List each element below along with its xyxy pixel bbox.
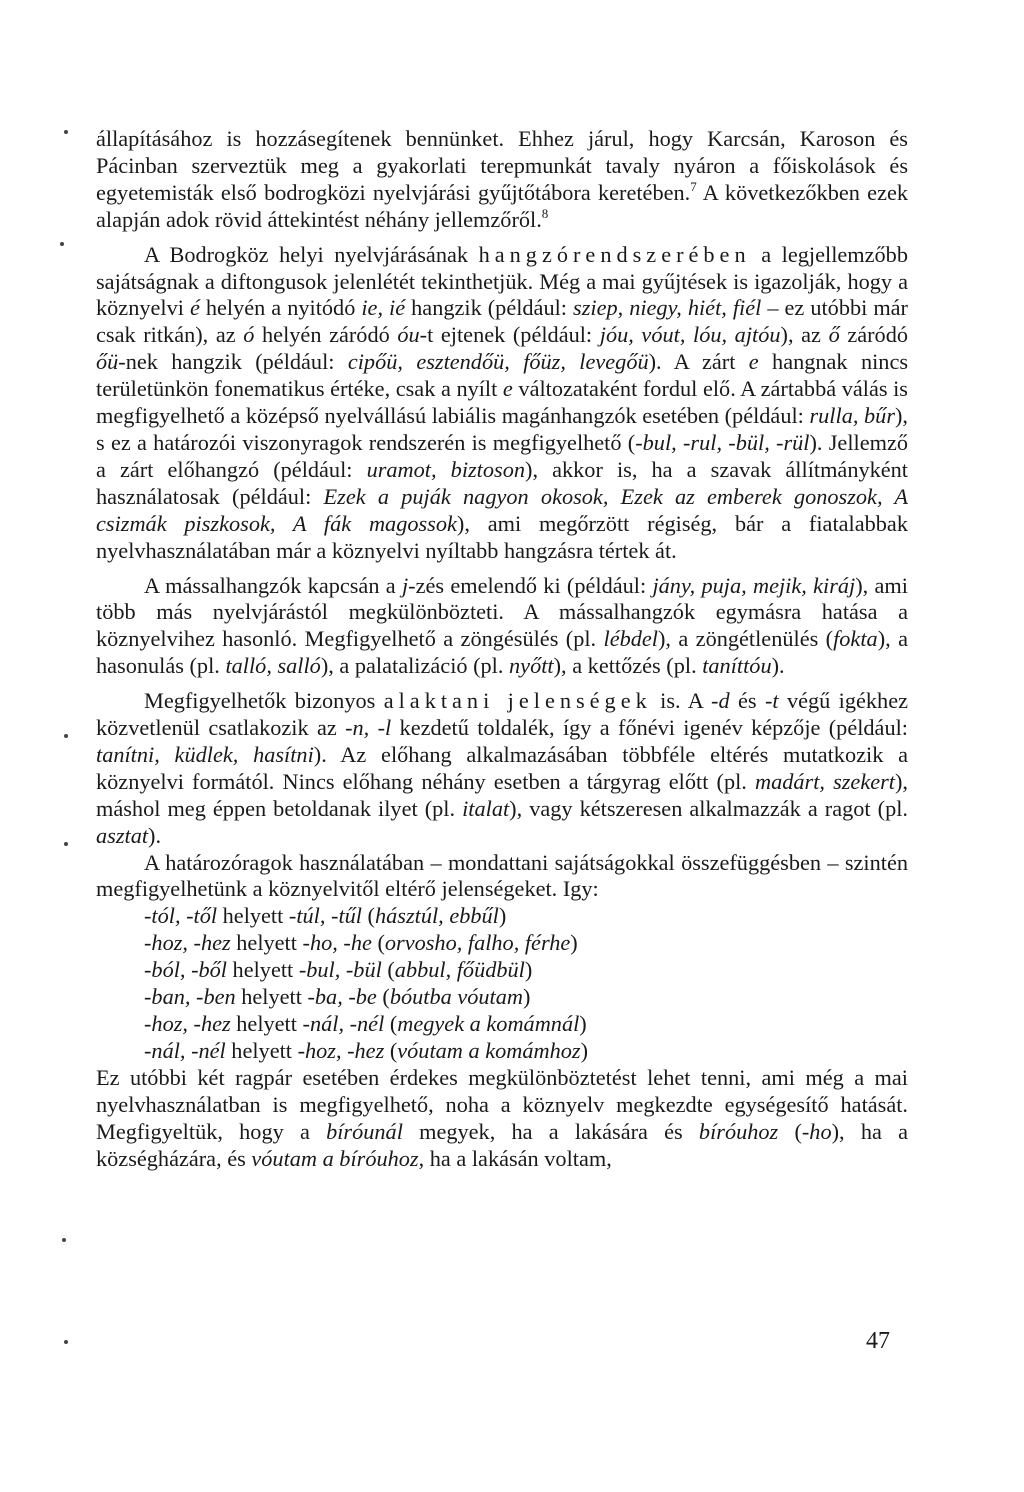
italic-term: Ezek a puják nagyon okosok, Ezek az emberek gonoszok, A csizmák piszkosok, A fák magossok bbox=[96, 483, 908, 536]
text-run: ) bbox=[522, 984, 531, 1010]
text-run: ), a zöngétlenülés ( bbox=[658, 626, 834, 652]
italic-term: vóutam a komámhoz bbox=[397, 1037, 581, 1063]
text-run: Megfigyelhetők bizonyos bbox=[144, 688, 384, 714]
text-run: ), a palatalizáció (pl. bbox=[320, 653, 510, 679]
italic-term: tanítni, küdlek, hasítni bbox=[96, 741, 314, 767]
suffix-list-item bbox=[96, 903, 908, 930]
text-run: ), vagy kétszeresen alkalmazzák a ragot (pl. bbox=[509, 795, 908, 821]
text-run: helyett bbox=[230, 930, 303, 956]
text-run: ), a hasonulás (pl. bbox=[96, 626, 908, 679]
text-run: a legjellemzőbb sajátságnak a diftongusok jelenlétét tekinthetjük. Még a mai gyűjtések is igazolják, hogy a köznyelvi bbox=[96, 241, 908, 321]
text-run: ( bbox=[361, 903, 375, 929]
paragraph-p5 bbox=[96, 850, 908, 904]
text-run: ( bbox=[381, 957, 395, 983]
text-run: ( bbox=[371, 930, 385, 956]
spaced-emphasis: hangzórendszerében bbox=[478, 241, 751, 267]
suffix-list-item bbox=[96, 930, 908, 957]
text-run: állapításához is hozzásegítenek bennünket. Ehhez járul, hogy Karcsán, Karoson és Pácinban szerveztük meg a gyakorlati terepmunkát tavaly nyáron a főiskolások és egyetemisták első bodrogközi nyelvjárási gyűjtőtábora keretében. bbox=[96, 126, 908, 205]
italic-term: -hoz, -hez bbox=[144, 1011, 231, 1036]
suffix-list-item bbox=[96, 1011, 908, 1038]
text-run: ) bbox=[570, 930, 578, 956]
italic-term: óu bbox=[397, 322, 420, 348]
italic-term: bóutba vóutam bbox=[389, 984, 523, 1010]
italic-term: -ból, -ből bbox=[144, 957, 227, 983]
paragraph-p2 bbox=[96, 242, 908, 565]
text-run: ), s ez a határozói viszonyragok rendszerén is megfigyelhető ( bbox=[96, 403, 908, 455]
text-run: -zés emelendő ki (például: bbox=[408, 572, 653, 598]
text-run: ), az bbox=[780, 322, 829, 348]
text-run: változataként fordul elő. A zártabbá válás is megfigyelhető a középső nyelvállású labiális magánhangzók esetében (például: bbox=[96, 376, 908, 429]
text-run: ( bbox=[778, 1118, 802, 1144]
italic-term: megyek a komámnál bbox=[397, 1011, 580, 1036]
text-run: A mássalhangzók kapcsán a bbox=[144, 572, 402, 598]
page-body bbox=[96, 126, 908, 1172]
text-run: A határozóragok használatában – mondattani sajátságokkal összefüggésben – szintén megfigyelhetünk a köznyelvitől eltérő jelenségeket. Igy: bbox=[96, 849, 908, 902]
italic-term: -bul, -bül bbox=[298, 957, 382, 983]
text-run: ) bbox=[498, 903, 507, 929]
text-run: helyett bbox=[235, 984, 308, 1010]
text-run: is. A bbox=[651, 688, 712, 714]
italic-term: -hoz, -hez bbox=[297, 1037, 385, 1063]
italic-term: -nál, -nél bbox=[144, 1037, 226, 1063]
suffix-list-item bbox=[96, 984, 908, 1011]
italic-term: orvosho, falho, férhe bbox=[384, 930, 571, 956]
text-run: végű igékhez közvetlenül csatlakozik az bbox=[96, 688, 909, 741]
margin-speck bbox=[64, 1340, 68, 1344]
italic-term: ó bbox=[243, 322, 255, 348]
italic-term: hásztúl, ebbűl bbox=[374, 903, 499, 929]
text-run: ). Jellemző a zárt előhangzó (például: bbox=[96, 429, 908, 482]
italic-term: ő bbox=[828, 322, 840, 348]
italic-term: nyőtt bbox=[509, 653, 554, 679]
italic-term: talló, salló bbox=[225, 653, 321, 679]
suffix-list-item bbox=[96, 957, 908, 984]
paragraph-p3 bbox=[96, 573, 908, 681]
italic-term: ie, ié bbox=[361, 295, 406, 321]
footnote-marker: 7 bbox=[690, 178, 697, 194]
italic-term: -tól, -től bbox=[144, 903, 218, 929]
text-run: ) bbox=[524, 957, 533, 983]
italic-term: őü bbox=[96, 349, 119, 375]
italic-term: sziep, niegy, hiét, fiél bbox=[573, 295, 762, 321]
italic-term: j bbox=[401, 572, 409, 598]
italic-term: -bul, -rul, -bül, -rül bbox=[635, 429, 810, 455]
italic-term: é bbox=[189, 295, 200, 321]
text-run: ), ami megőrzött régiség, bár a fiatalabbak nyelvhasználatában már a köznyelvi nyíltabb hangzásra tértek át. bbox=[96, 510, 908, 563]
italic-term: -t bbox=[764, 688, 779, 714]
text-run: -t ejtenek (például: bbox=[419, 322, 600, 348]
italic-term: taníttóu bbox=[702, 653, 772, 679]
page-number: 47 bbox=[866, 1328, 890, 1354]
italic-term: bíróuhoz bbox=[698, 1118, 779, 1144]
text-run: A következőkben ezek alapján adok rövid áttekintést néhány jellemzőről. bbox=[96, 179, 909, 232]
text-run: A Bodrogköz helyi nyelvjárásának bbox=[144, 241, 479, 267]
text-run: ), ami több más nyelvjárástól megkülönbözteti. A mássalhangzók egymásra hatása a köznyelvihez hasonló. Megfigyelhető a zöngésülés (pl. bbox=[96, 572, 908, 652]
suffix-list-item bbox=[96, 1038, 908, 1065]
italic-term: -ho bbox=[801, 1118, 832, 1144]
italic-term: asztat bbox=[96, 822, 149, 848]
italic-term: jány, puja, mejik, kiráj bbox=[652, 572, 856, 598]
italic-term: -ba, -be bbox=[307, 984, 377, 1010]
italic-term: fokta bbox=[833, 626, 878, 652]
italic-term: -nál, -nél bbox=[302, 1011, 385, 1036]
text-run: helyett bbox=[225, 1037, 298, 1063]
text-run: ( bbox=[384, 1037, 398, 1063]
text-run: ). bbox=[771, 653, 785, 679]
margin-speck bbox=[64, 130, 68, 134]
italic-term: bíróunál bbox=[326, 1118, 403, 1144]
footnote-marker: 8 bbox=[541, 205, 549, 221]
italic-term: -d bbox=[711, 688, 730, 714]
text-run: záródó bbox=[839, 322, 908, 348]
text-run: ). bbox=[148, 822, 162, 848]
text-run: ), ha a községházára, és bbox=[96, 1118, 908, 1171]
italic-term: e bbox=[502, 376, 513, 402]
text-run: helyett bbox=[230, 1011, 303, 1036]
text-run: -nek hangzik (például: bbox=[118, 349, 348, 375]
margin-speck bbox=[64, 842, 68, 846]
italic-term: uramot, biztoson bbox=[366, 456, 526, 482]
text-run: megyek, ha a lakására és bbox=[402, 1118, 699, 1144]
italic-term: lébdel bbox=[603, 626, 658, 652]
text-run: ) bbox=[580, 1037, 589, 1063]
italic-term: -ho, -he bbox=[302, 930, 372, 956]
italic-term: jóu, vóut, lóu, ajtóu bbox=[599, 322, 781, 348]
italic-term: e bbox=[748, 349, 759, 375]
margin-speck bbox=[60, 242, 64, 246]
text-run: helyett bbox=[226, 957, 299, 983]
text-run: ), máshol meg éppen betoldanak ilyet (pl. bbox=[96, 768, 908, 821]
paragraph-p4 bbox=[96, 688, 908, 849]
text-run: ( bbox=[376, 984, 390, 1010]
closing-paragraph bbox=[96, 1065, 908, 1173]
text-run: ) bbox=[579, 1011, 587, 1036]
text-run: ), a kettőzés (pl. bbox=[553, 653, 703, 679]
italic-term: italat bbox=[462, 795, 510, 821]
spaced-emphasis: alaktani jelenségek bbox=[383, 688, 652, 714]
text-run: helyén a nyitódó bbox=[199, 295, 362, 321]
italic-term: -n, -l bbox=[345, 715, 392, 741]
margin-speck bbox=[62, 1238, 66, 1242]
italic-term: -ban, -ben bbox=[144, 984, 236, 1010]
italic-term: vóutam a bíróuhoz bbox=[251, 1145, 419, 1171]
italic-term: abbul, főüdbül bbox=[394, 957, 525, 983]
suffix-list bbox=[96, 903, 908, 1064]
body-paragraphs bbox=[96, 126, 908, 903]
text-run: hangnak nincs területünkön fonematikus értéke, csak a nyílt bbox=[96, 349, 909, 402]
italic-term: rulla, bűr bbox=[809, 403, 895, 429]
italic-term: madárt, szekert bbox=[754, 768, 895, 794]
text-run: ( bbox=[384, 1011, 398, 1036]
text-run: ). Az előhang alkalmazásában többféle eltérés mutatkozik a köznyelvi formától. Nincs előhang néhány esetben a tárgyrag előtt (pl. bbox=[96, 741, 908, 794]
text-run: ). A zárt bbox=[648, 349, 749, 375]
text-run: – ez utóbbi már csak ritkán), az bbox=[96, 295, 908, 348]
text-run: helyén záródó bbox=[254, 322, 398, 348]
text-run: és bbox=[729, 688, 765, 714]
italic-term: -túl, -tűl bbox=[288, 903, 362, 929]
text-run: , ha a lakásán voltam, bbox=[418, 1145, 612, 1171]
text-run: kezdetű toldalék, így a főnévi igenév képzője (például: bbox=[391, 715, 908, 741]
italic-term: -hoz, -hez bbox=[144, 930, 231, 956]
text-run: helyett bbox=[217, 903, 289, 929]
text-run: hangzik (például: bbox=[405, 295, 574, 321]
text-run: Ez utóbbi két ragpár esetében érdekes megkülönböztetést lehet tenni, ami még a mai nyelvhasználatban is megfigyelhető, noha a köznyelv megkezdte egységesítő hatását. Megfigyeltük, hogy a bbox=[96, 1064, 908, 1144]
italic-term: cipőü, esztendőü, főüz, levegőü bbox=[347, 349, 649, 375]
text-run: ), akkor is, ha a szavak állítmányként használatosak (például: bbox=[96, 456, 909, 509]
paragraph-p1 bbox=[96, 126, 908, 234]
margin-speck bbox=[64, 734, 68, 738]
